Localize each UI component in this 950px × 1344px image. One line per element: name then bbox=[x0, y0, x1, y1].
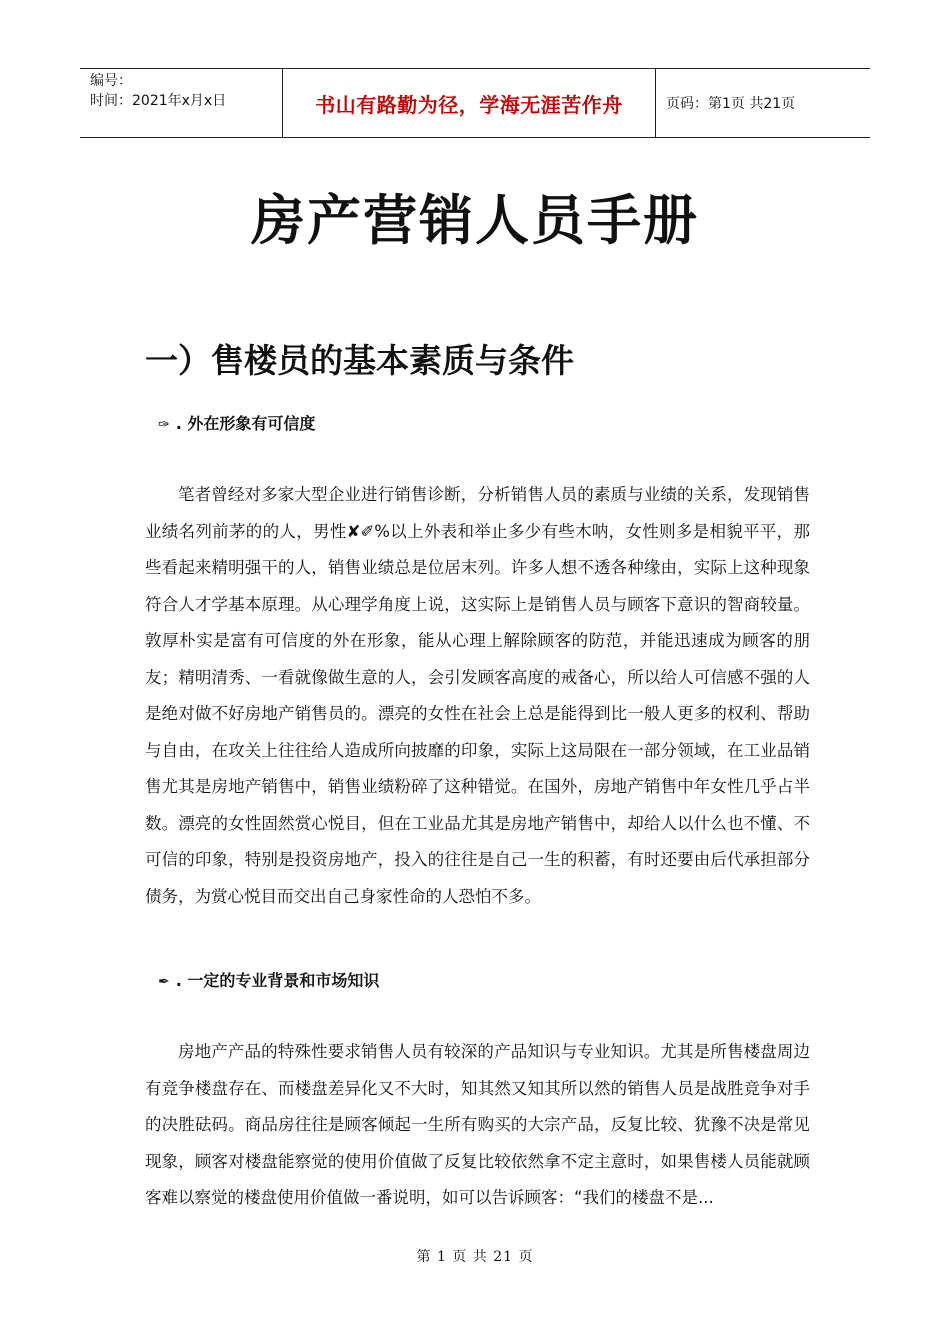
pen-bullet-icon: ✑ bbox=[158, 417, 170, 433]
time-label: 时间：2021年x月x日 bbox=[90, 93, 227, 109]
paragraph-1: 笔者曾经对多家大型企业进行销售诊断，分析销售人员的素质与业绩的关系，发现销售业绩名列前茅的的人，男性✘✐%以上外表和举止多少有些木呐，女性则多是相貌平平，那些看起来精明强干的人，销售业绩总是位居末列。许多人想不透各种缘由，实际上这种现象符合人才学基本原理。从心理学角度上说，这实际上是销售人员与顾客下意识的智商较量。敦厚朴实是富有可信度的外在形象，能从心理上解除顾客的防范，并能迅速成为顾客的朋友；精明清秀、一看就像做生意的人，会引发顾客高度的戒备心，所以给人可信感不强的人是绝对做不好房地产销售员的。漂亮的女性在社会上总是能得到比一般人更多的权利、帮助与自由，在攻关上往往给人造成所向披靡的印象，实际上这局限在一部分领域，在工业品销售尤其是房地产销售中，销售业绩粉碎了这种错觉。在国外，房地产销售中年女性几乎占半数。漂亮的女性固然赏心悦目，但在工业品尤其是房地产销售中，却给人以什么也不懂、不可信的印象，特别是投资房地产，投入的往往是自己一生的积蓄，有时还要由后代承担部分债务，为赏心悦目而交出自己身家性命的人恐怕不多。 bbox=[145, 485, 810, 906]
subsection-title-1: . 外在形象有可信度 bbox=[175, 414, 316, 433]
pen-bullet-icon: ✒ bbox=[158, 974, 170, 990]
header-meta bbox=[80, 69, 282, 137]
document-title: 房产营销人员手册 bbox=[251, 189, 699, 252]
subsection-heading-1 bbox=[158, 411, 315, 434]
header-table bbox=[80, 68, 870, 138]
header-motto-cell bbox=[282, 69, 656, 137]
subsection-title-2: . 一定的专业背景和市场知识 bbox=[175, 971, 380, 990]
header-page-code-cell bbox=[656, 69, 870, 137]
paragraph-2: 房地产产品的特殊性要求销售人员有较深的产品知识与专业知识。尤其是所售楼盘周边有竞争楼盘存在、而楼盘差异化又不大时，知其然又知其所以然的销售人员是战胜竞争对手的决胜砝码。商品房往往是顾客倾起一生所有购买的大宗产品，反复比较、犹豫不决是常见现象，顾客对楼盘能察觉的使用价值做了反复比较依然拿不定主意时，如果售楼人员能就顾客难以察觉的楼盘使用价值做一番说明，如可以告诉顾客：“我们的楼盘不是... bbox=[145, 1042, 810, 1207]
motto: 书山有路勤为径，学海无涯苦作舟 bbox=[315, 92, 623, 117]
section-title: 一）售楼员的基本素质与条件 bbox=[145, 341, 574, 380]
number-label: 编号： bbox=[90, 73, 132, 89]
page-footer: 第 1 页 共 21 页 bbox=[416, 1249, 534, 1265]
page-code: 页码：第1页 共21页 bbox=[666, 96, 796, 112]
subsection-heading-2 bbox=[158, 968, 379, 991]
